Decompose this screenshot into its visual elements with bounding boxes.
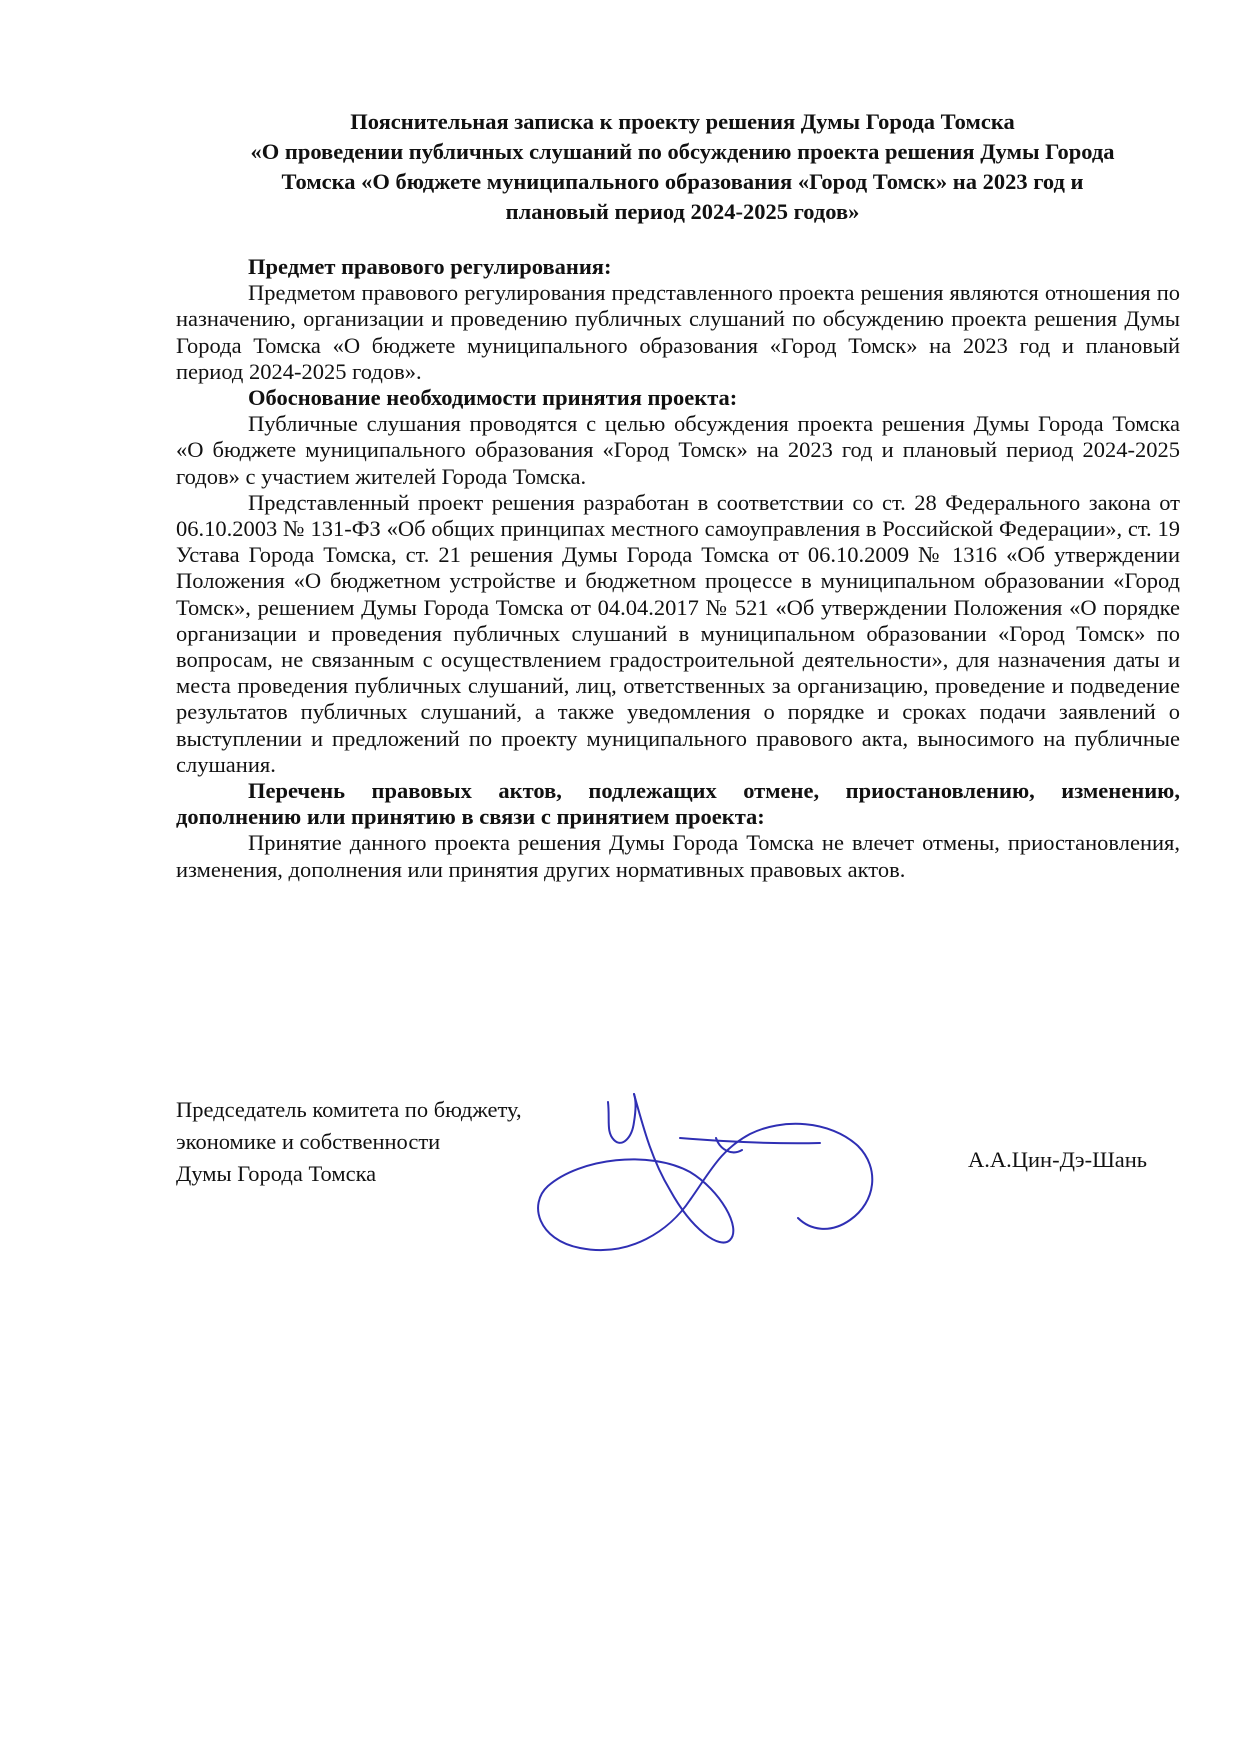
subject-paragraph: Предметом правового регулирования представленного проекта решения являются отношения по назначению, организации и проведению публичных слушаний по обсуждению проекта решения Думы Города Томска «О бюджете муниципального образования «Город Томск» на 2023 год и плановый период 2024-2025 годов». bbox=[176, 280, 1180, 384]
document-body bbox=[176, 254, 1180, 883]
title-line-3: Томска «О бюджете муниципального образования «Город Томск» на 2023 год и bbox=[281, 169, 1084, 194]
rationale-paragraph-2: Представленный проект решения разработан в соответствии со ст. 28 Федерального закона от 06.10.2003 № 131-ФЗ «Об общих принципах местного самоуправления в Российской Федерации», ст. 19 Устава Города Томска, ст. 21 решения Думы Города Томска от 06.10.2009 № 1316 «Об утверждении Положения «О бюджетном устройстве и бюджетном процессе в муниципальном образовании «Город Томск», решением Думы Города Томска от 04.04.2017 № 521 «Об утверждении Положения «О порядке организации и проведения публичных слушаний в муниципальном образовании «Город Томск» по вопросам, не связанным с осуществлением градостроительной деятельности», для назначения даты и места проведения публичных слушаний, лиц, ответственных за организацию, проведение и подведение результатов публичных слушаний, а также уведомления о порядке и сроках подачи заявлений о выступлении и предложений по проекту муниципального правового акта, выносимого на публичные слушания. bbox=[176, 489, 1180, 777]
signatory-position bbox=[176, 1094, 522, 1190]
subject-heading: Предмет правового регулирования: bbox=[248, 254, 612, 279]
title-line-2: «О проведении публичных слушаний по обсуждению проекта решения Думы Города bbox=[250, 139, 1115, 164]
document-title bbox=[160, 107, 1205, 227]
acts-paragraph: Принятие данного проекта решения Думы Города Томска не влечет отмены, приостановления, изменения, дополнения или принятия других нормативных правовых актов. bbox=[176, 830, 1180, 882]
acts-heading: Перечень правовых актов, подлежащих отмене, приостановлению, изменению, дополнению или принятию в связи с принятием проекта: bbox=[176, 778, 1180, 830]
signature-stroke-3 bbox=[680, 1138, 820, 1143]
rationale-heading: Обоснование необходимости принятия проекта: bbox=[248, 385, 738, 411]
rationale-paragraph-1: Публичные слушания проводятся с целью обсуждения проекта решения Думы Города Томска «О бюджете муниципального образования «Город Томск» на 2023 год и плановый период 2024-2025 годов» с участием жителей Города Томска. bbox=[176, 411, 1180, 489]
title-line-4: плановый период 2024-2025 годов» bbox=[505, 199, 860, 224]
handwritten-signature bbox=[520, 1080, 940, 1280]
signatory-position-line-3: Думы Города Томска bbox=[176, 1161, 377, 1186]
signature-stroke-2 bbox=[538, 1094, 872, 1250]
signatory-name: А.А.Цин-Дэ-Шань bbox=[968, 1147, 1148, 1172]
signatory-position-line-1: Председатель комитета по бюджету, bbox=[176, 1097, 522, 1122]
signature-stroke-1 bbox=[608, 1094, 636, 1143]
signatory-position-line-2: экономике и собственности bbox=[176, 1129, 441, 1154]
title-line-1: Пояснительная записка к проекту решения Думы Города Томска bbox=[350, 109, 1015, 134]
